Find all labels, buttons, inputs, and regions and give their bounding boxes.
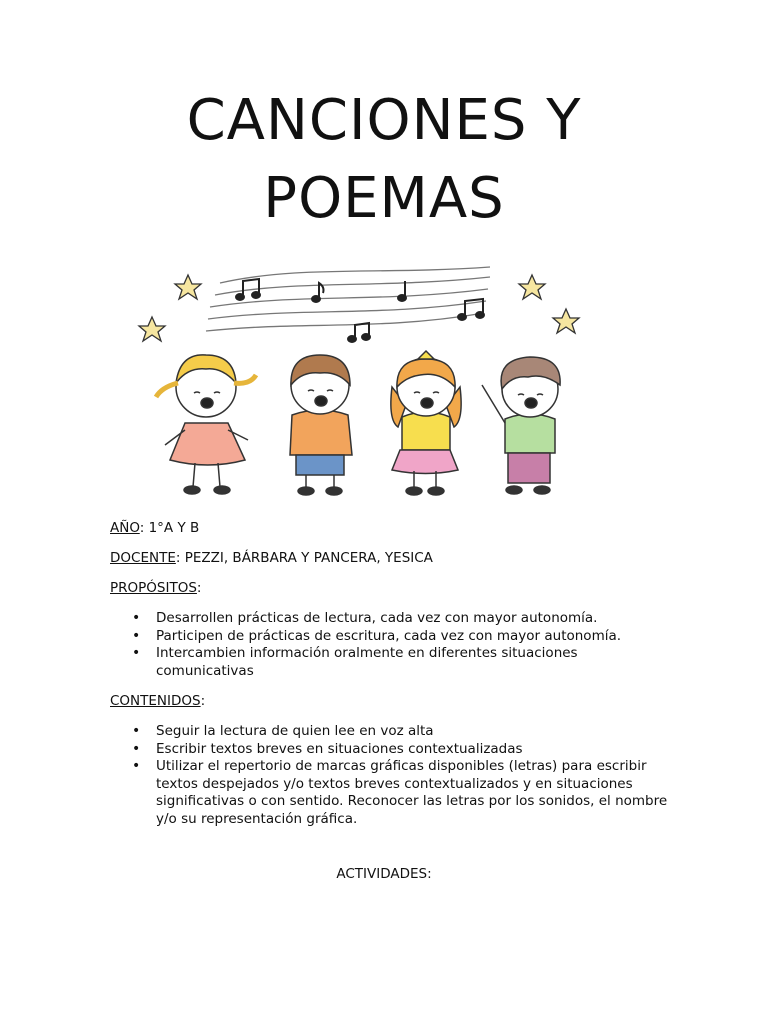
music-staff-icon	[206, 267, 490, 331]
list-item: • Desarrollen prácticas de lectura, cada vez con mayor autonomía.	[110, 610, 670, 628]
docente-value: : PEZZI, BÁRBARA Y PANCERA, YESICA	[175, 550, 433, 566]
propositos-label: PROPÓSITOS	[110, 580, 197, 596]
ano-value: : 1°A Y B	[139, 520, 200, 536]
docente-label: DOCENTE	[110, 550, 176, 566]
list-item: • Intercambien información oralmente en diferentes situaciones comunicativas	[110, 645, 670, 680]
list-item: • Escribir textos breves en situaciones contextualizadas	[110, 741, 670, 759]
title-line-1: CANCIONES Y	[186, 88, 582, 153]
actividades-heading: ACTIVIDADES:	[336, 866, 432, 882]
contenidos-label: CONTENIDOS	[110, 693, 201, 709]
ano-label: AÑO	[110, 520, 140, 536]
propositos-heading	[110, 580, 201, 596]
title-line-2: POEMAS	[263, 166, 505, 231]
list-item: • Seguir la lectura de quien lee en voz alta	[110, 723, 670, 741]
child-boy-orange-icon	[290, 355, 352, 495]
page-title	[0, 82, 768, 238]
singing-children-illustration	[130, 255, 590, 505]
child-girl-pink-icon	[156, 355, 256, 494]
contenidos-heading	[110, 693, 205, 709]
list-item: • Participen de prácticas de escritura, cada vez con mayor autonomía.	[110, 628, 670, 646]
docente-field	[110, 550, 433, 566]
child-girl-yellow-icon	[391, 351, 461, 495]
ano-field	[110, 520, 199, 536]
child-boy-green-icon	[482, 357, 560, 494]
list-item: • Utilizar el repertorio de marcas gráficas disponibles (letras) para escribir textos despejados y/o textos breves contextualizados y en situaciones significativas o con sentido. Reconocer las letras por los sonidos, el nombre y/o su representación gráfica.	[110, 758, 670, 828]
contenidos-suffix: :	[200, 693, 206, 709]
propositos-suffix: :	[196, 580, 202, 596]
contenidos-list	[110, 723, 670, 828]
propositos-list	[110, 610, 670, 680]
stars-icon	[139, 275, 579, 341]
